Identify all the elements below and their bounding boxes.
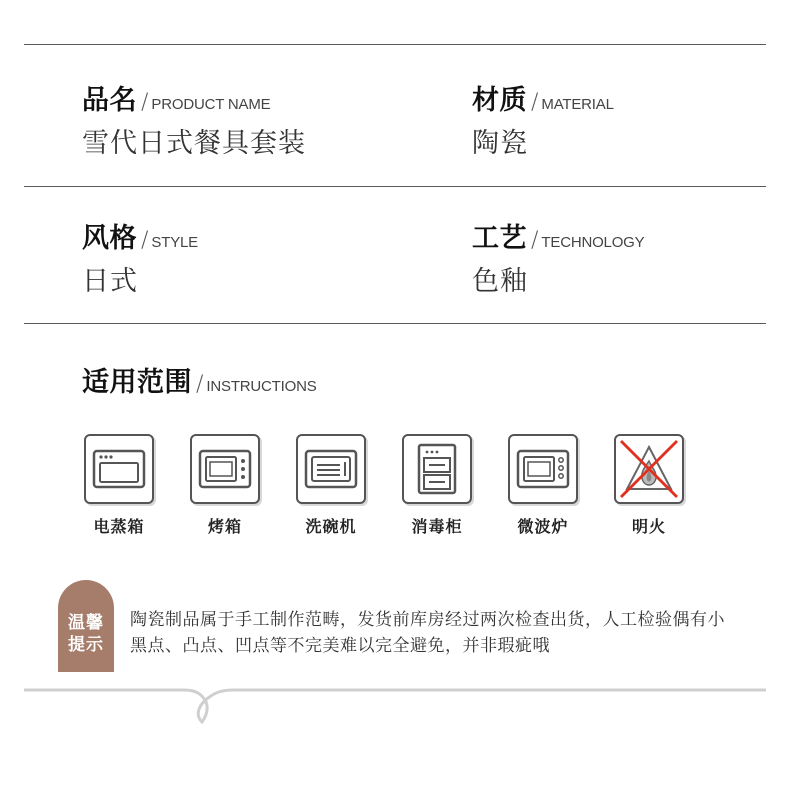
spec-material [472,78,614,160]
slash-separator: / [141,228,149,253]
spec-value: 陶瓷 [472,128,528,159]
usage-item-label: 消毒柜 [411,517,463,536]
microwave-icon [508,434,578,504]
slash-separator: / [531,228,539,253]
spec-value: 色釉 [472,266,528,297]
spec-value: 雪代日式餐具套装 [82,128,306,159]
usage-item-label: 电蒸箱 [93,517,145,536]
usage-item-label: 洗碗机 [305,517,357,536]
spec-label-en: TECHNOLOGY [541,234,645,251]
usage-item-label: 微波炉 [517,517,569,536]
divider-top [24,44,766,45]
usage-item-steam-oven [82,434,156,537]
spec-value: 日式 [82,266,138,297]
divider-1 [24,186,766,187]
slash-separator: / [196,372,204,397]
spec-label-en: MATERIAL [541,96,614,113]
usage-item-label: 烤箱 [207,517,242,536]
usage-item-disinfection-cabinet [400,434,474,537]
spec-label-en: PRODUCT NAME [151,96,271,113]
usage-item-microwave [506,434,580,537]
dishwasher-icon [296,434,366,504]
decorative-bottom-divider [24,676,766,730]
tip-text: 陶瓷制品属于手工制作范畴，发货前库房经过两次检查出货，人工检验偶有小黑点、凸点、凹点等不完美难以完全避免，并非瑕疵哦 [130,610,725,656]
usage-item-oven [188,434,262,537]
steam-oven-icon [84,434,154,504]
usage-heading [82,360,317,399]
usage-label-zh: 适用范围 [82,367,192,398]
spec-label-zh: 风格 [82,223,137,254]
usage-item-dishwasher [294,434,368,537]
spec-product-name [82,78,306,160]
spec-label-zh: 工艺 [472,223,527,254]
spec-label-zh: 材质 [472,85,527,116]
disinfection-cabinet-icon [402,434,472,504]
slash-separator: / [531,90,539,115]
usage-item-open-flame [612,434,686,537]
spec-technology [472,216,644,298]
divider-2 [24,323,766,324]
spec-label-zh: 品名 [82,85,137,116]
oven-icon [190,434,260,504]
usage-item-label: 明火 [631,517,666,536]
open-flame-prohibited-icon [614,434,684,504]
tip-badge [58,580,114,672]
usage-icon-row [82,434,686,537]
tip-badge-line1: 温馨 [68,613,104,633]
tip-badge-line2: 提示 [68,635,104,655]
slash-separator: / [141,90,149,115]
spec-label-en: STYLE [151,234,198,251]
usage-label-en: INSTRUCTIONS [206,378,317,395]
spec-style [82,216,198,298]
